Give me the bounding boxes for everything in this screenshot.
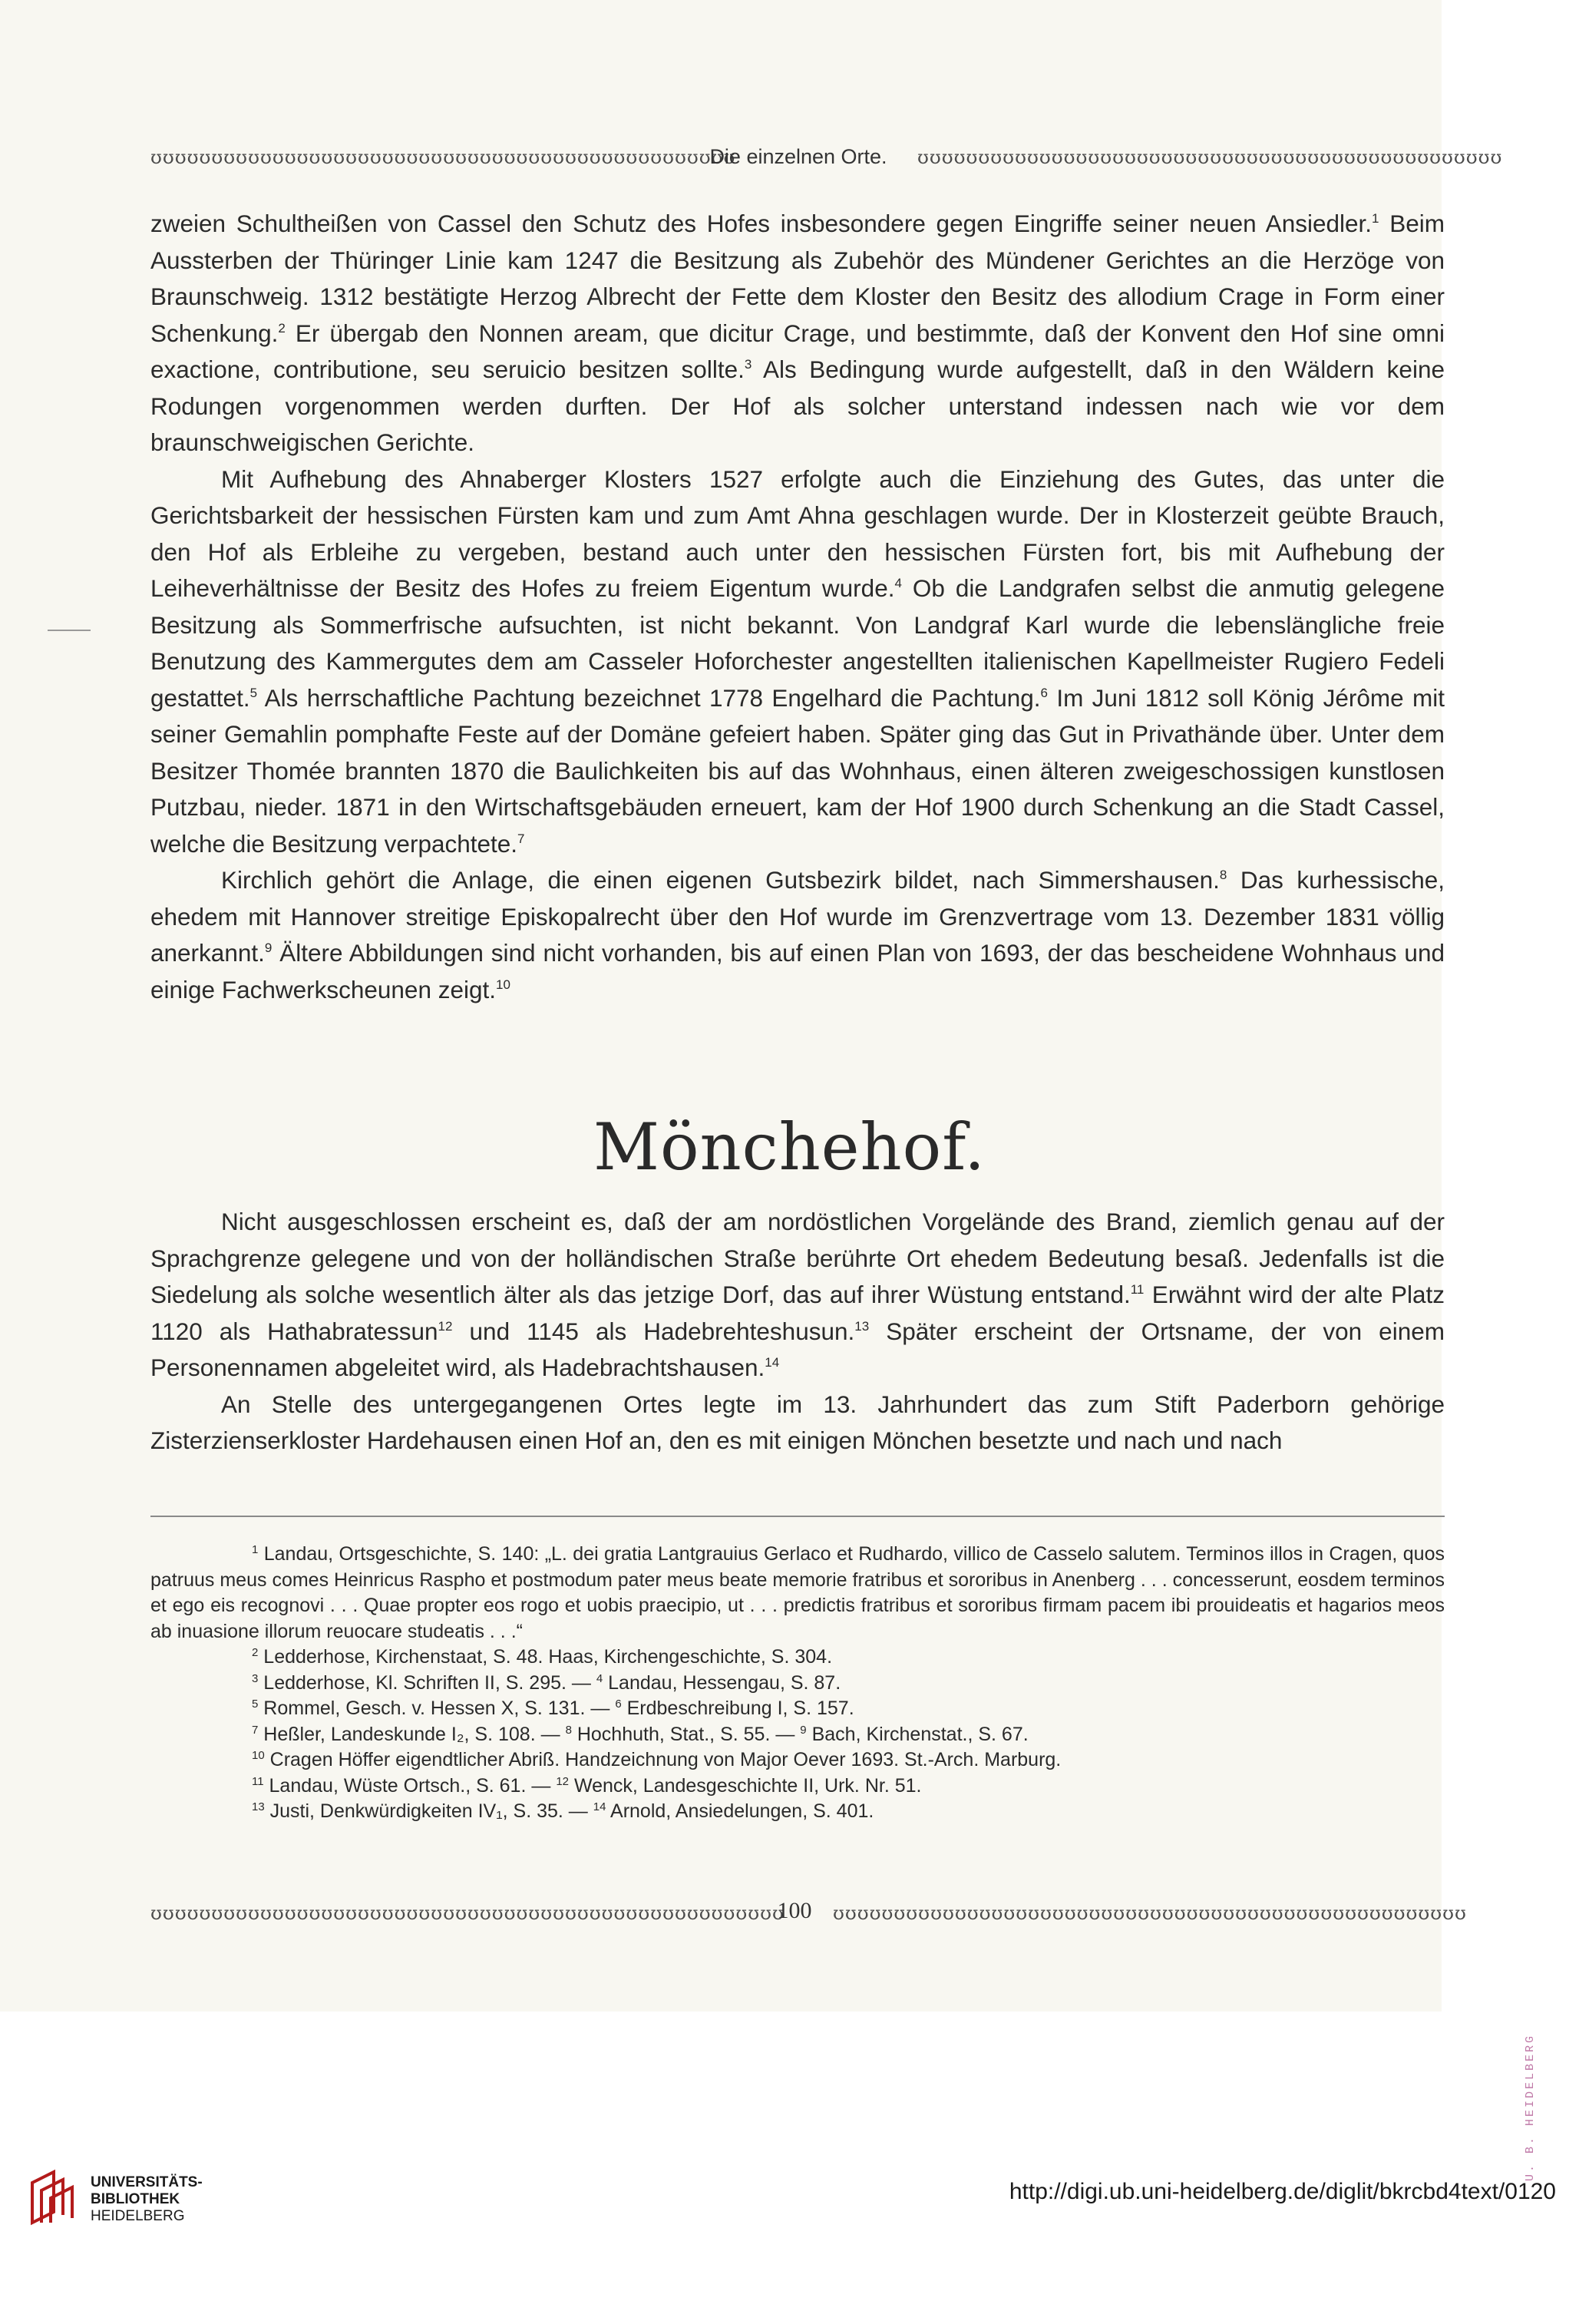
- footnote: $^1$ Landau, Ortsgeschichte, S. 140: „L. dei gratia Lantgrauius Gerlaco et Rudhardo, villico de Casselo salutem. Terminos illos in Cragen, quos patruus meus comes Heinricus Raspho et postmodum pater meus beate memorie fratribus et sororibus in Anenberg . . . concesserunt, eosdem terminos et ego eis recognovi . . . Quae propter eos rogo et uobis praecipio, ut . . . predictis fratribus et sororibus firmam pacem ibi prouideatis et hagarios meos ab inuasione illorum reuocare studeatis . . .“: [150, 1543, 1445, 1642]
- footnote-marker: 1: [252, 1543, 259, 1556]
- footnote-marker: 6: [615, 1698, 622, 1711]
- footnote-marker: 8: [1219, 868, 1227, 882]
- library-name-line: BIBLIOTHEK: [91, 2191, 180, 2207]
- paragraph: Nicht ausgeschlossen erscheint es, daß der am nordöstlichen Vorgelände des Brand, ziemlich genau auf der Sprachgrenze gelegene und von der holländischen Straße berührte Ort ehedem Bedeutung besaß. Jedenfalls ist die Siedelung als solche wesentlich älter als das jetzige Dorf, das auf ihrer Wüstung entstand.$^{11}$ Erwähnt wird der alte Platz 1120 als Hathabratessun$^{12}$ und 1145 als Hadebrehteshusun.$^{13}$ Später erscheint der Ortsname, der von einem Personennamen abgeleitet wird, als Hadebrachtshausen.$^{14}$: [150, 1208, 1445, 1381]
- paragraph: Kirchlich gehört die Anlage, die einen eigenen Gutsbezirk bildet, nach Simmershausen.$^8$ Das kurhessische, ehedem mit Hannover streitige Episkopalrecht über den Hof wurde im Grenzvertrage vom 13. Dezember 1831 völlig anerkannt.$^9$ Ältere Abbildungen sind nicht vorhanden, bis auf einen Plan von 1693, der das bescheidene Wohnhaus und einige Fachwerkscheunen zeigt.$^{10}$: [150, 866, 1445, 1003]
- footnote-marker: 11: [1130, 1282, 1145, 1297]
- header-ornament-left: ʊʊʊʊʊʊʊʊʊʊʊʊʊʊʊʊʊʊʊʊʊʊʊʊʊʊʊʊʊʊʊʊʊʊʊʊʊʊʊʊʊʊʊʊʊʊʊʊ: [150, 147, 736, 168]
- footnotes: [150, 1542, 1445, 1825]
- margin-mark: [48, 630, 91, 631]
- library-name: [91, 2174, 203, 2225]
- footnote-marker: 2: [278, 320, 286, 336]
- library-stamp: U. B. HEIDELBERG: [1524, 2033, 1537, 2182]
- footnote-marker: 12: [438, 1318, 453, 1334]
- footnote-marker: 1: [1372, 211, 1379, 226]
- footnote-rule: [150, 1516, 1445, 1517]
- footnote-marker: 13: [854, 1318, 870, 1334]
- footnote-marker: 10: [496, 977, 510, 992]
- running-header: Die einzelnen Orte.: [709, 145, 887, 168]
- footnote-marker: 14: [765, 1355, 780, 1370]
- library-logo-icon: [23, 2169, 81, 2227]
- body-text-section-1: [150, 206, 1445, 1008]
- footnote: $^5$ Rommel, Gesch. v. Hessen X, S. 131. — $^6$ Erdbeschreibung I, S. 157.: [252, 1698, 854, 1719]
- paragraph: Mit Aufhebung des Ahnaberger Klosters 1527 erfolgte auch die Einziehung des Gutes, das unter die Gerichtsbarkeit der hessischen Fürsten kam und zum Amt Ahna geschlagen wurde. Der in Klosterzeit geübte Brauch, den Hof als Erbleihe zu vergeben, bestand auch unter den hessischen Fürsten fort, bis mit Aufhebung der Leiheverhältnisse der Besitz des Hofes zu freiem Eigentum wurde.$^4$ Ob die Landgrafen selbst die anmutig gelegene Besitzung als Sommerfrische aufsuchten, ist nicht bekannt. Von Landgraf Karl wurde die lebenslängliche freie Benutzung des Kammergutes dem am Casseler Hoforchester angestellten italienischen Kapellmeister Rugiero Fedeli gestattet.$^5$ Als herrschaftliche Pachtung bezeichnet 1778 Engelhard die Pachtung.$^6$ Im Juni 1812 soll König Jérôme mit seiner Gemahlin pomphafte Feste auf der Domäne gefeiert haben. Später ging das Gut in Privathände über. Unter dem Besitzer Thomée brannten 1870 die Baulichkeiten bis auf das Wohnhaus, einen älteren zweigeschossigen kunstlosen Putzbau, nieder. 1871 in den Wirtschaftsgebäuden erneuert, kam der Hof 1900 durch Schenkung an die Stadt Cassel, welche die Besitzung verpachtete.$^7$: [150, 464, 1445, 858]
- library-name-line: UNIVERSITÄTS-: [91, 2174, 203, 2190]
- footnote: $^2$ Ledderhose, Kirchenstaat, S. 48. Haas, Kirchengeschichte, S. 304.: [252, 1646, 833, 1668]
- footnote-marker: 8: [565, 1723, 572, 1737]
- header-ornament-right: ʊʊʊʊʊʊʊʊʊʊʊʊʊʊʊʊʊʊʊʊʊʊʊʊʊʊʊʊʊʊʊʊʊʊʊʊʊʊʊʊʊʊʊʊʊʊʊʊ: [917, 147, 1503, 168]
- footnote-marker: 11: [252, 1774, 264, 1788]
- footnote-marker: 3: [744, 357, 752, 372]
- footnote-marker: 12: [556, 1774, 569, 1788]
- footnote: $^{11}$ Landau, Wüste Ortsch., S. 61. — $^{12}$ Wenck, Landesgeschichte II, Urk. Nr. 51.: [252, 1774, 922, 1797]
- footnote-marker: 10: [252, 1749, 265, 1762]
- footer-ornament-right: ʊʊʊʊʊʊʊʊʊʊʊʊʊʊʊʊʊʊʊʊʊʊʊʊʊʊʊʊʊʊʊʊʊʊʊʊʊʊʊʊʊʊʊʊʊʊʊʊʊʊʊʊ: [833, 1903, 1467, 1924]
- footnote-marker: 7: [252, 1723, 259, 1737]
- paragraph: An Stelle des untergegangenen Ortes legte im 13. Jahrhundert das zum Stift Paderborn gehörige Zisterzienserkloster Hardehausen einen Hof an, den es mit einigen Mönchen besetzte und nach und nach: [150, 1390, 1445, 1454]
- footnote-marker: 14: [593, 1800, 606, 1813]
- footnote-marker: 13: [252, 1800, 265, 1813]
- footnote-marker: 4: [596, 1671, 603, 1685]
- footnote-marker: 2: [252, 1646, 259, 1659]
- library-name-line: HEIDELBERG: [91, 2208, 185, 2224]
- footnote: $^7$ Heßler, Landeskunde I₂, S. 108. — $^8$ Hochhuth, Stat., S. 55. — $^9$ Bach, Kirchenstat., S. 67.: [252, 1723, 1029, 1745]
- section-heading: Mönchehof.: [593, 1109, 986, 1185]
- footnote-marker: 7: [517, 831, 525, 846]
- footnote-marker: 9: [264, 941, 273, 955]
- source-url[interactable]: http://digi.ub.uni-heidelberg.de/diglit/bkrcbd4text/0120: [1009, 2179, 1556, 2204]
- footer-ornament-left: ʊʊʊʊʊʊʊʊʊʊʊʊʊʊʊʊʊʊʊʊʊʊʊʊʊʊʊʊʊʊʊʊʊʊʊʊʊʊʊʊʊʊʊʊʊʊʊʊʊʊʊʊ: [150, 1903, 785, 1924]
- footnote-marker: 3: [252, 1671, 259, 1685]
- footnote-marker: 5: [249, 685, 258, 700]
- page-number: 100: [777, 1898, 812, 1923]
- footnote-marker: 9: [800, 1723, 807, 1737]
- body-text-section-2: [150, 1204, 1445, 1460]
- footnote: $^{13}$ Justi, Denkwürdigkeiten IV₁, S. 35. — $^{14}$ Arnold, Ansiedelungen, S. 401.: [252, 1800, 874, 1822]
- paragraph: zweien Schultheißen von Cassel den Schutz des Hofes insbesondere gegen Eingriffe seiner neuen Ansiedler.$^1$ Beim Aussterben der Thüringer Linie kam 1247 die Besitzung als Zubehör des Mündener Gerichtes an die Herzöge von Braunschweig. 1312 bestätigte Herzog Albrecht der Fette dem Kloster den Besitz des allodium Crage in Form einer Schenkung.$^2$ Er übergab den Nonnen aream, que dicitur Crage, und bestimmte, daß der Konvent den Hof sine omni exactione, contributione, seu seruicio besitzen sollte.$^3$ Als Bedingung wurde aufgestellt, daß in den Wäldern keine Rodungen vorgenommen werden durften. Der Hof als solcher unterstand indessen nach wie vor dem braunschweigischen Gerichte.: [150, 210, 1445, 456]
- footnote-marker: 5: [252, 1698, 259, 1711]
- footnote-marker: 6: [1040, 685, 1049, 700]
- footnote: $^3$ Ledderhose, Kl. Schriften II, S. 295. — $^4$ Landau, Hessengau, S. 87.: [252, 1671, 841, 1694]
- footnote: $^{10}$ Cragen Höffer eigendtlicher Abriß. Handzeichnung von Major Oever 1693. St.-Arch. Marburg.: [252, 1749, 1062, 1770]
- footnote-marker: 4: [894, 576, 902, 590]
